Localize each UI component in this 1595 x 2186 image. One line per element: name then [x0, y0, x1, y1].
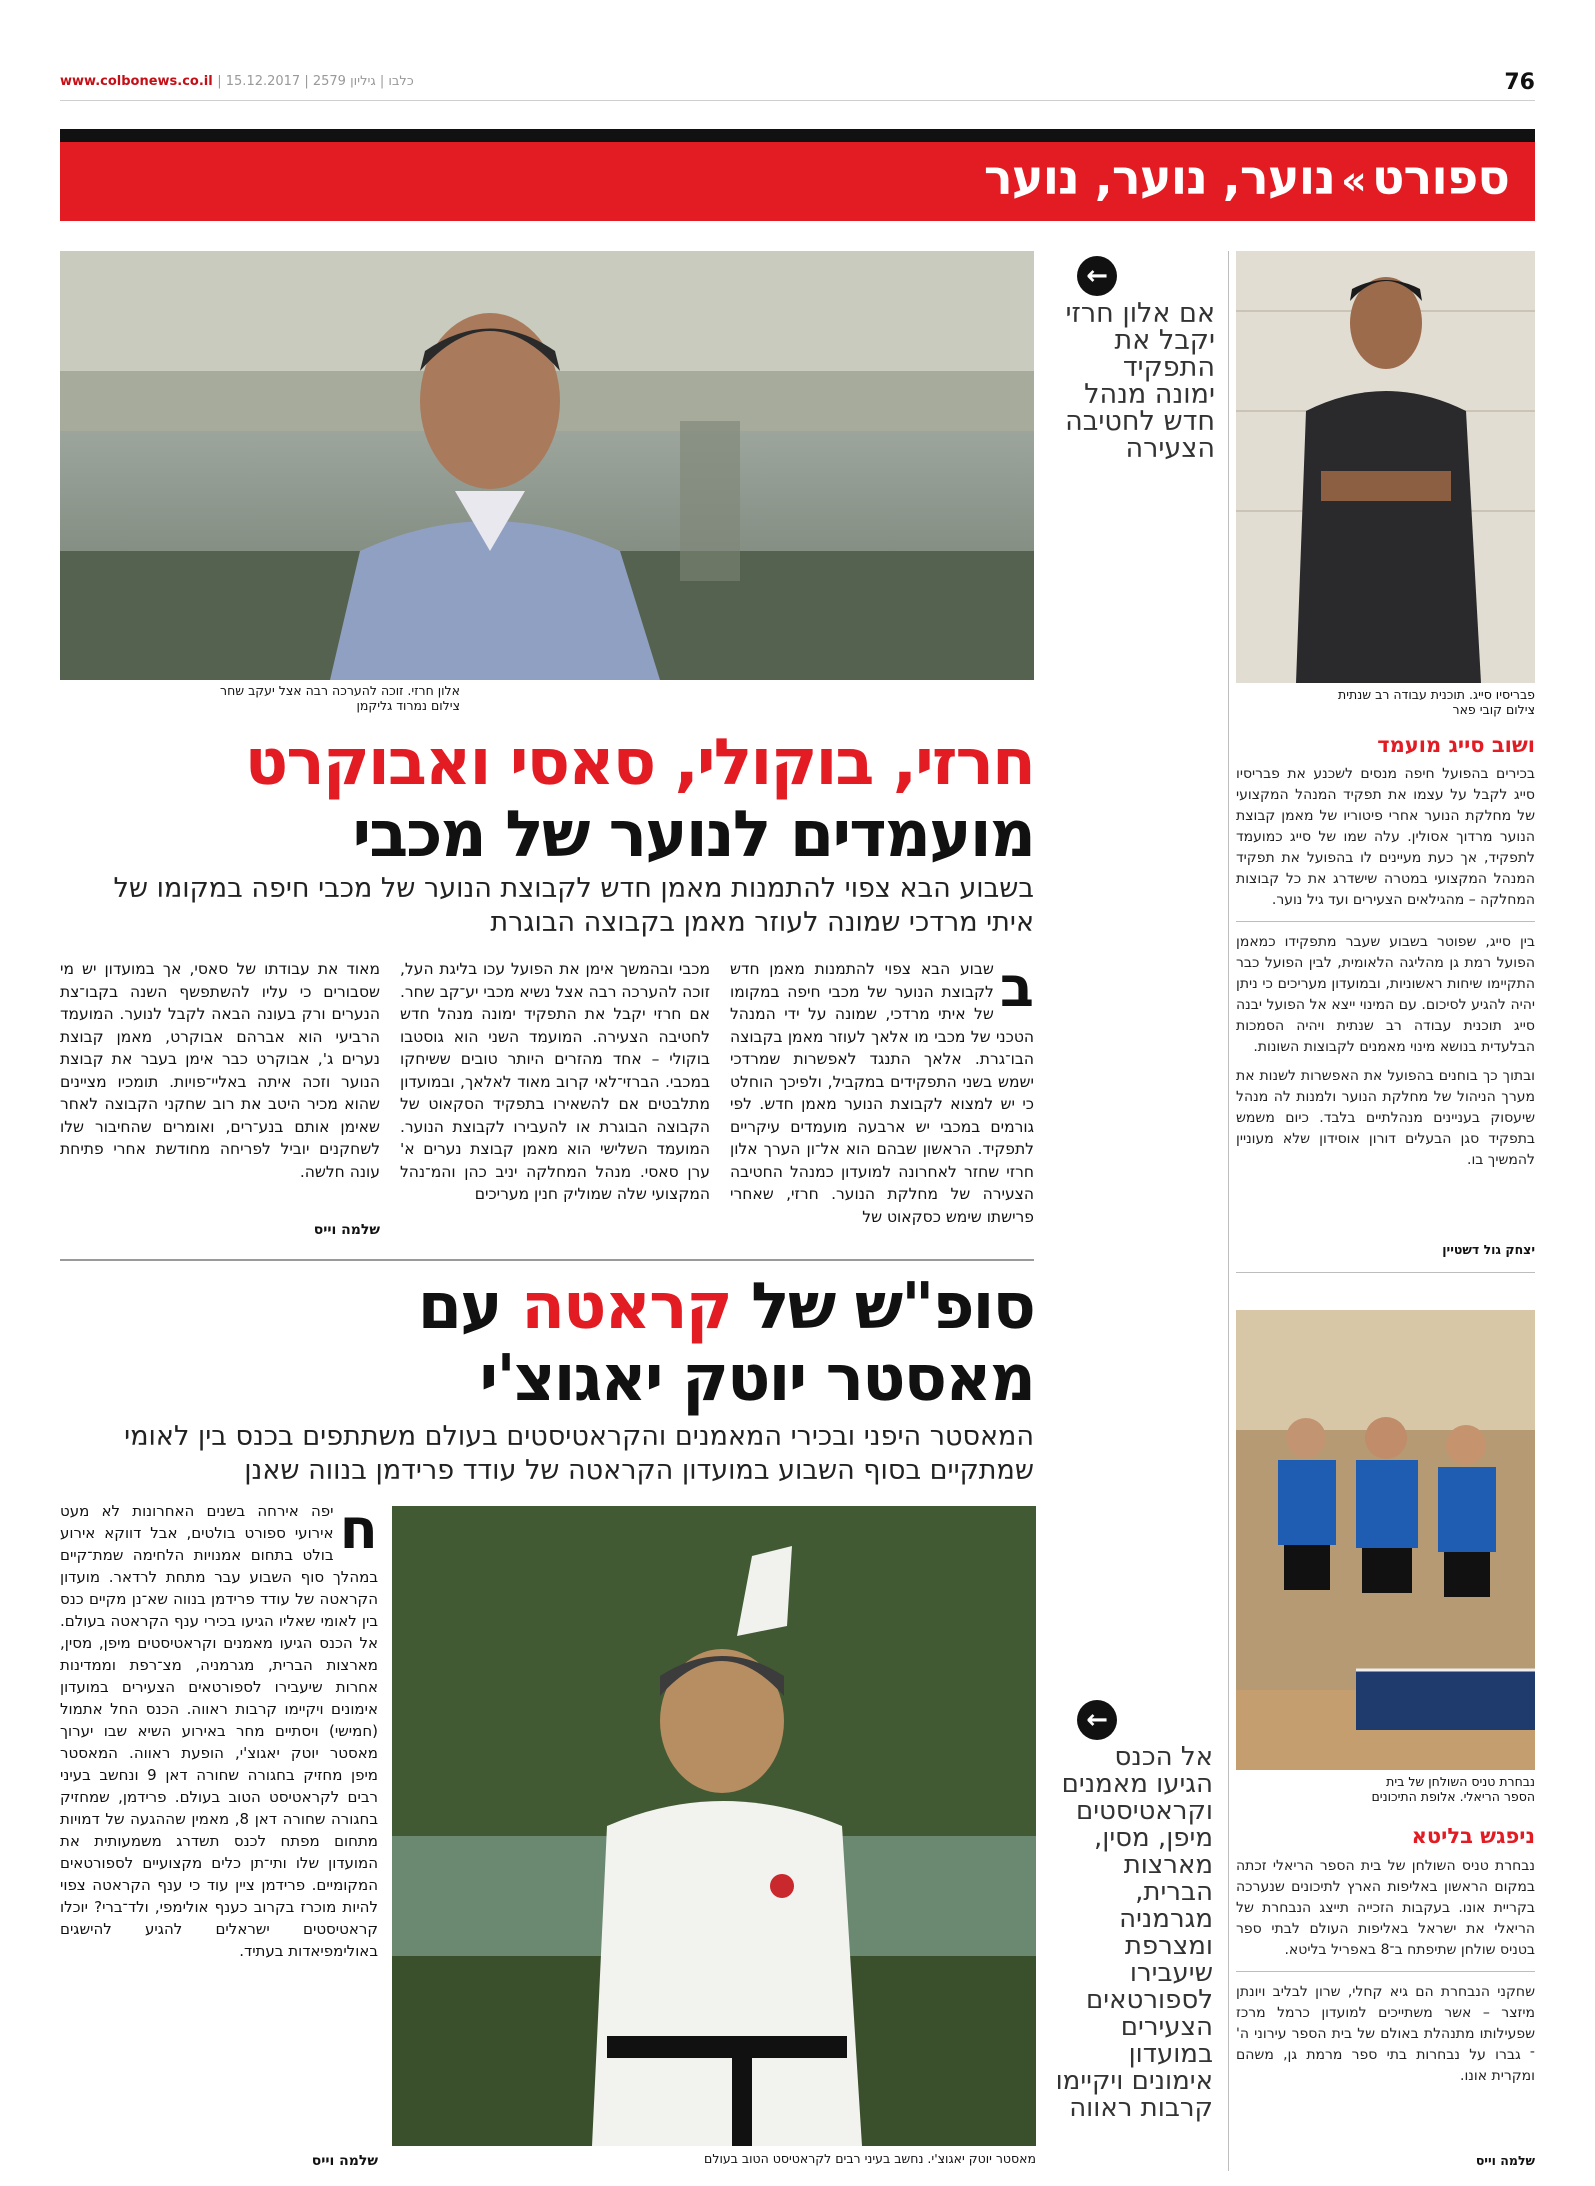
- article1-headline-black: מועמדים לנוער של מכבי: [352, 798, 1034, 872]
- fabricio-caption-credit: צילום קובי פאר: [1452, 702, 1535, 717]
- article2-headline-part1: סופ"ש של: [751, 1270, 1034, 1344]
- pointer-quote-1: אם אלון חרזי יקבל את התפקיד ימונה מנהל חדש לחטיבה הצעירה: [1065, 298, 1215, 464]
- karate-photo: [392, 1506, 1036, 2146]
- article1-byline: שלמה וייס: [313, 1222, 380, 1238]
- sidebar1-para1: בכירים בהפועל חיפה מנסים לשכנע את פבריסיו סייג לקבל על עצמו את תפקיד המנהל המקצועי של מחלקת הנוער אחרי פיטוריו של מאמן קבוצת הנוער מרדוך אסולין. עלה שמו של סייג כמועמד לתפקיד, אך כעת מעיינים לו בהפועל את תפקיד המנהל המקצועי במטרה שישדרג את כל קבוצות המחלקה – מהגילאים הצעירים ועד גיל נוער.: [1236, 766, 1535, 908]
- section-banner: [60, 142, 1535, 221]
- pingpong-caption-line1: נבחרת טניס השולחן של בית: [1386, 1774, 1535, 1789]
- alon-photo-art: [60, 251, 1034, 680]
- column-divider: [1228, 251, 1229, 2171]
- fabricio-caption-line1: פבריסיו סייג. תוכנית עבודה רב שנתית: [1338, 687, 1535, 702]
- sidebar1-para3: ובתוך כך בוחנים בהפועל את האפשרות לשנות את מערך הניהול של מחלקת הנוער ולמנות לה מנהל שיעסוק בעניינים מנהלתיים בלבד. כיום משמש בתפקיד סגן הבעלים דורון אוסידון שלא מעוניין להמשיך בו.: [1236, 1068, 1535, 1168]
- site-url-text[interactable]: www.colbonews.co.il: [60, 74, 213, 89]
- fabricio-photo: [1236, 251, 1535, 683]
- article2-byline: שלמה וייס: [311, 2153, 378, 2169]
- article2-subhead: המאסטר היפני ובכירי המאמנים והקראטיסטים בעולם משתתפים בכנס בין לאומי שמתקיים בסוף השבוע במועדון הקראטה של עודד פרידמן בנווה שאנן: [124, 1421, 1034, 1486]
- article2-col-text: יפה אירחה בשנים האחרונות לא מעט אירועי ספורט בולטים, אבל דווקא אירוע בולט בתחום אמנויות הלחימה שמת־קיים במהלך סוף השבוע עבר מתחת לרדאר. מועדון הקראטה של עודד פרידמן בנווה שא־נן מקיים כנס בין לאומי שאליו הגיעו בכירי ענף הקראטה בעולם. אל הכנס הגיעו מאמנים וקראטיסטים מיפן, מסין, מארצות הברית, מגרמניה, מצ־רפת וממדינות אחרות שיעבירו לספורטאים הצעירים במועדון אימונים ויקיימו קרבות ראווה. הכנס החל אתמול (חמישי) ויסתיים מחר באירוע השיא שבו יערוך מאסטר יוטק יאגוצ'י, הופעת ראווה. המאסטר מיפן מחזיק בחגורה שחורה דאן 9 ונחשב בעיני רבים לקראטיסט הטוב בעולם. פרידמן, שמחזיק בחגורה שחורה דאן 8, מאמין שההגעה של דמויות מתחום מפתח לכנס תשדרג משמעותית את המועדון שלו ותי־תן כלים מקצועיים לספורטאים המקומיים. פרידמן ציין עוד כי ענף הקראטה צפוי להיות מוכרז בקרוב כענף אולימפי, ולד־ברי? יוכלו קראטיסטים ישראלים להגיע להישגים באולימפיאדות בעתיד.: [60, 1502, 378, 1960]
- karate-photo-art: [392, 1506, 1036, 2146]
- site-url[interactable]: [60, 74, 414, 89]
- article1-dropcap: ב: [999, 955, 1034, 1020]
- pingpong-photo-art: [1236, 1310, 1535, 1770]
- article2-headline-red: קראטה: [521, 1270, 731, 1344]
- sidebar2-body: [1236, 1856, 1535, 2087]
- arrow-left-icon-2: ←: [1077, 1700, 1117, 1740]
- section-title: נוער, נוער, נוער: [983, 150, 1335, 206]
- sidebar2-byline: שלמה וייס: [1475, 2153, 1535, 2168]
- header-rule: [60, 100, 1535, 101]
- article1-col-left: מאוד את עבודתו של סאסי, אך במועדון יש מי שסבורים כי עליו להשתפשף השנה בקבו־צת הנערים ורק בעונה הבאה לקבל לנוער. המועמד הרביעי הוא אברהם אבוקרט, מאמן קבוצת נערים ג', אבוקרט כבר אימן בעבר את קבוצת הנוער וזכה איתה באליי־פויות. תומכיו מציינים שהוא מכיר היטב את רוב שחקני הקבוצה לאחר שאימן אותם בנע־רים, ואומרים שהחיבור שלו לשחקנים יוביל לפריחה מחודשת אחרי פתיחת עונה חלשה.: [60, 960, 380, 1181]
- sidebar1-bottom-rule: [1236, 1272, 1535, 1273]
- fabricio-photo-caption: [1236, 687, 1535, 717]
- alon-caption-line1: אלון חרזי. זוכה להערכה רבה אצל יעקב שחר: [220, 683, 460, 698]
- sidebar1-para2: בין סייג, שפוטר בשבוע שעבר מתפקידו כמאמן הפועל רמת גן מהליגה הלאומית, לבין הפועל כבר התקיימו שיחות ראשוניות, ובמועדון מעריכים כי ניתן יהיה להגיע לסיכום. עם המינוי ייצא אל הפועל יבנה סייג תוכנית עבודה רב שנתית ויהיה הסמכות הבלעדית בנושא מינוי מאמנים לקבוצות השונות.: [1236, 934, 1535, 1055]
- alon-photo: [60, 251, 1034, 680]
- arrow-left-icon: ←: [1077, 256, 1117, 296]
- alon-caption-credit: צילום נמרוד גליקמן: [356, 698, 460, 713]
- article1-col-right-text: שבוע הבא צפוי להתמנות מאמן חדש לקבוצת הנוער של מכבי חיפה במקומו של איתי מרדכי, שמונה על ידי המנהל הטכני של מכבי מו אלאך לעוזר מאמן בקבוצה הבו־גרת. אלאך התנגד לאפשרות שמרדכי ישמש בשני התפקידים במקביל, ולפיכך הוחלט כי יש למצוא לקבוצת הנוער מאמן חדש. לפי גורמים במכבי יש ארבעה מועמדים עיקריים לתפקיד. הראשון שבהם הוא אל־ון הערך אלון חרזי שחזר לאחרונה למועדון כמנהל החטיבה הצעירה של מחלקת הנוער. חרזי, שאחרי פרישתו שימש כסקאוט של: [730, 960, 1034, 1226]
- banner-top-stripe: [60, 129, 1535, 142]
- article1-col-middle: מכבי ובהמשך אימן את הפועל עכו בליגת העל, זוכה להערכה רבה אצל נשיא מכבי יע־קב שחר. אם חרזי יקבל את התפקיד ימונה מנהל חדש לחטיבה הצעירה. המועמד השני הוא גוסטבו בוקולי – אחד מהזרים היותר טובים ששיחקו במכבי. הברזי־לאי קרוב מאוד לאלאך, ובמועדון מתלבטים אם להשאירו בתפקיד הסקאוט של הקבוצה הבוגרת או להעבירו לקבוצת הנוער. המועמד השלישי הוא מאמן קבוצת נערים א' ערן סאסי. מנהל המחלקה יניב כהן והמ־נהל המקצועי שלה שמוליק חנין מעריכים: [400, 960, 710, 1203]
- pingpong-caption-line2: הספר הריאלי. אלופת התיכונים: [1371, 1789, 1535, 1804]
- page-number: 76: [1504, 70, 1535, 95]
- sidebar1-sep1: [1236, 921, 1535, 922]
- sidebar1-body: [1236, 764, 1535, 1171]
- article2-dropcap: ח: [339, 1497, 378, 1562]
- pointer-quote-2: אל הכנס הגיעו מאמנים וקראטיסטים מיפן, מסין, מארצות הברית, מגרמניה ומצרפת שיעבירו לספורטאים הצעירים במועדון אימונים ויקיימו קרבות ראווה: [1055, 1742, 1213, 2123]
- sidebar1-title: ושוב סייג מועמד: [1377, 733, 1535, 757]
- pingpong-photo: [1236, 1310, 1535, 1770]
- article2-headline-line2: מאסטר יוטק יאגוצ'י: [479, 1342, 1034, 1416]
- article1-subhead: בשבוע הבא צפוי להתמנות מאמן חדש לקבוצת הנוער של מכבי חיפה במקומו של איתי מרדכי שמונה לעוזר מאמן בקבוצה הבוגרת: [113, 873, 1034, 938]
- section-arrows: »: [1340, 158, 1366, 204]
- article2-col: [60, 1497, 378, 1962]
- sidebar1-byline: יצחק גול דשטיין: [1442, 1242, 1535, 1257]
- alon-photo-caption: [60, 683, 460, 713]
- sidebar2-sep: [1236, 1971, 1535, 1972]
- article1-col-right: [730, 955, 1034, 1228]
- sidebar2-para2: שחקני הנבחרת הם גיא קחלי, שרון לבליב ויונתן מיזצר – אשר משתייכים למועדון כרמל מרכז שפעילותו מתנהלת באולם של בית הספר עירוני ה' ־ גברו על נבחרות בתי ספר מרמת גן, משהם ומקרית אונו.: [1236, 1984, 1535, 2084]
- pingpong-photo-caption: [1236, 1774, 1535, 1804]
- article2-headline-part2: עם: [417, 1270, 501, 1344]
- fabricio-photo-art: [1236, 251, 1535, 683]
- karate-photo-caption: מאסטר יוטק יאגוצ'י. נחשב בעיני רבים לקראטיסט הטוב בעולם: [704, 2151, 1036, 2166]
- article1-headline-red: [60, 728, 1034, 798]
- article2-headline-line1: [60, 1272, 1034, 1342]
- issue-meta: | כלבו | גיליון 2579 | 15.12.2017: [217, 74, 414, 89]
- sidebar2-para1: נבחרת טניס השולחן של בית הספר הריאלי זכתה במקום הראשון באליפות הארץ לתיכונים שנערכה בקריית אונו. בעקבות הזכייה תייצג הנבחרת של הריאלי את ישראל באליפות העולם לבתי ספר בטניס שולחן שתיפתח ב־8 באפריל בליטא.: [1236, 1858, 1535, 1958]
- article1-headline-red-text: חרזי, בוקולי, סאסי ואבוקרט: [244, 726, 1034, 800]
- article-separator: [60, 1259, 1034, 1261]
- sidebar2-title: ניפגש בליטא: [1411, 1824, 1535, 1848]
- section-name: ספורט: [1371, 150, 1509, 206]
